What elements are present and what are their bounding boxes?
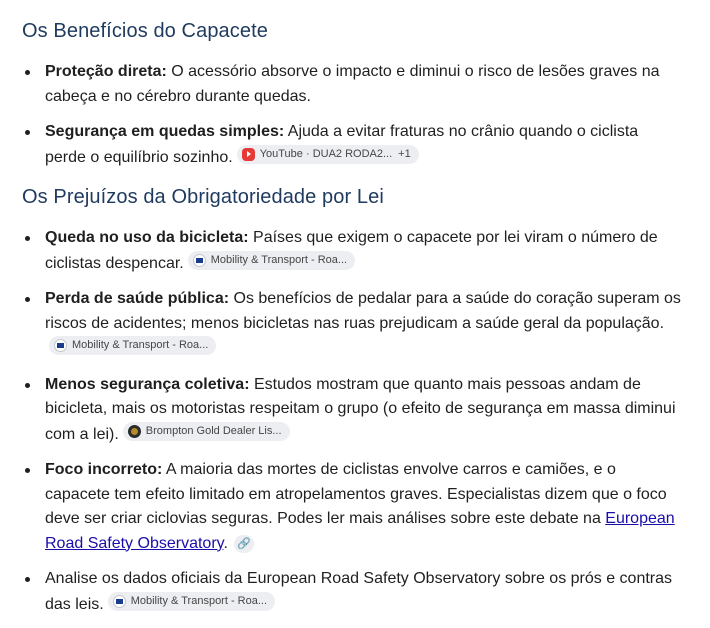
item-bold-label: Proteção direta: [45, 63, 167, 80]
response-content [22, 18, 682, 628]
list-item [22, 287, 682, 362]
source-chip[interactable] [49, 336, 216, 355]
item-text: O acessório absorve o impacto e diminui o risco de lesões graves na cabeça e no cérebro durante quedas. [45, 63, 660, 105]
list-item [22, 458, 682, 556]
benefits-list [22, 60, 682, 170]
source-chip-label: Brompton Gold Dealer Lis... [145, 424, 282, 437]
source-chip-label: YouTube · DUA2 RODA2... [259, 147, 393, 160]
item-text: Ajuda a evitar fraturas no crânio quando o ciclista perde o equilíbrio sozinho. [45, 123, 639, 166]
item-bold-label: Foco incorreto: [45, 461, 163, 478]
european-road-safety-observatory-link[interactable]: European Road Safety Observatory [45, 510, 675, 552]
source-chip[interactable] [123, 422, 290, 441]
youtube-icon [242, 148, 255, 161]
source-chip-extra-count: +1 [398, 147, 411, 160]
list-item [22, 120, 682, 170]
source-chip[interactable] [188, 251, 355, 270]
eu-flag-icon [113, 595, 126, 608]
item-bold-label: Menos segurança coletiva: [45, 375, 250, 393]
brompton-icon [128, 425, 141, 438]
item-text: Estudos mostram que quanto mais pessoas andam de bicicleta, mais os motoristas respeitam o grupo (o efeito de segurança em massa diminui com a lei). [45, 375, 676, 443]
source-chip[interactable] [237, 145, 419, 164]
section-heading-benefits: Os Benefícios do Capacete [22, 20, 268, 42]
item-text: Os benefícios de pedalar para a saúde do coração superam os riscos de acidentes; menos bicicletas nas ruas prejudicam a saúde geral da população. [45, 290, 681, 332]
source-chip-label: Mobility & Transport - Roa... [130, 594, 268, 607]
section-heading-harms: Os Prejuízos da Obrigatoriedade por Lei [22, 186, 384, 208]
eu-flag-icon [54, 339, 67, 352]
item-text: Analise os dados oficiais da European Road Safety Observatory sobre os prós e contras das leis. [45, 570, 673, 613]
item-text: A maioria das mortes de ciclistas envolve carros e camiões, e o capacete tem efeito limitado em atropelamentos graves. Especialistas dizem que o foco deve ser criar ciclovias seguras. Podes ler mais análises sobre este debate na [45, 461, 667, 527]
source-chip[interactable] [108, 592, 275, 611]
list-item [22, 60, 682, 109]
list-item [22, 226, 682, 276]
harms-list [22, 226, 682, 617]
item-bold-label: Segurança em quedas simples: [45, 123, 285, 140]
item-text-end: . [223, 534, 228, 552]
list-item [22, 373, 682, 448]
link-icon: 🔗 [237, 537, 251, 550]
source-chip-label: Mobility & Transport - Roa... [210, 253, 348, 266]
item-bold-label: Perda de saúde pública: [45, 290, 230, 307]
eu-flag-icon [193, 254, 206, 267]
source-chip-label: Mobility & Transport - Roa... [72, 339, 209, 351]
item-bold-label: Queda no uso da bicicleta: [45, 229, 249, 246]
item-text: Países que exigem o capacete por lei viram o número de ciclistas despencar. [45, 229, 658, 272]
list-item [22, 567, 682, 617]
link-chip[interactable] [234, 535, 254, 553]
